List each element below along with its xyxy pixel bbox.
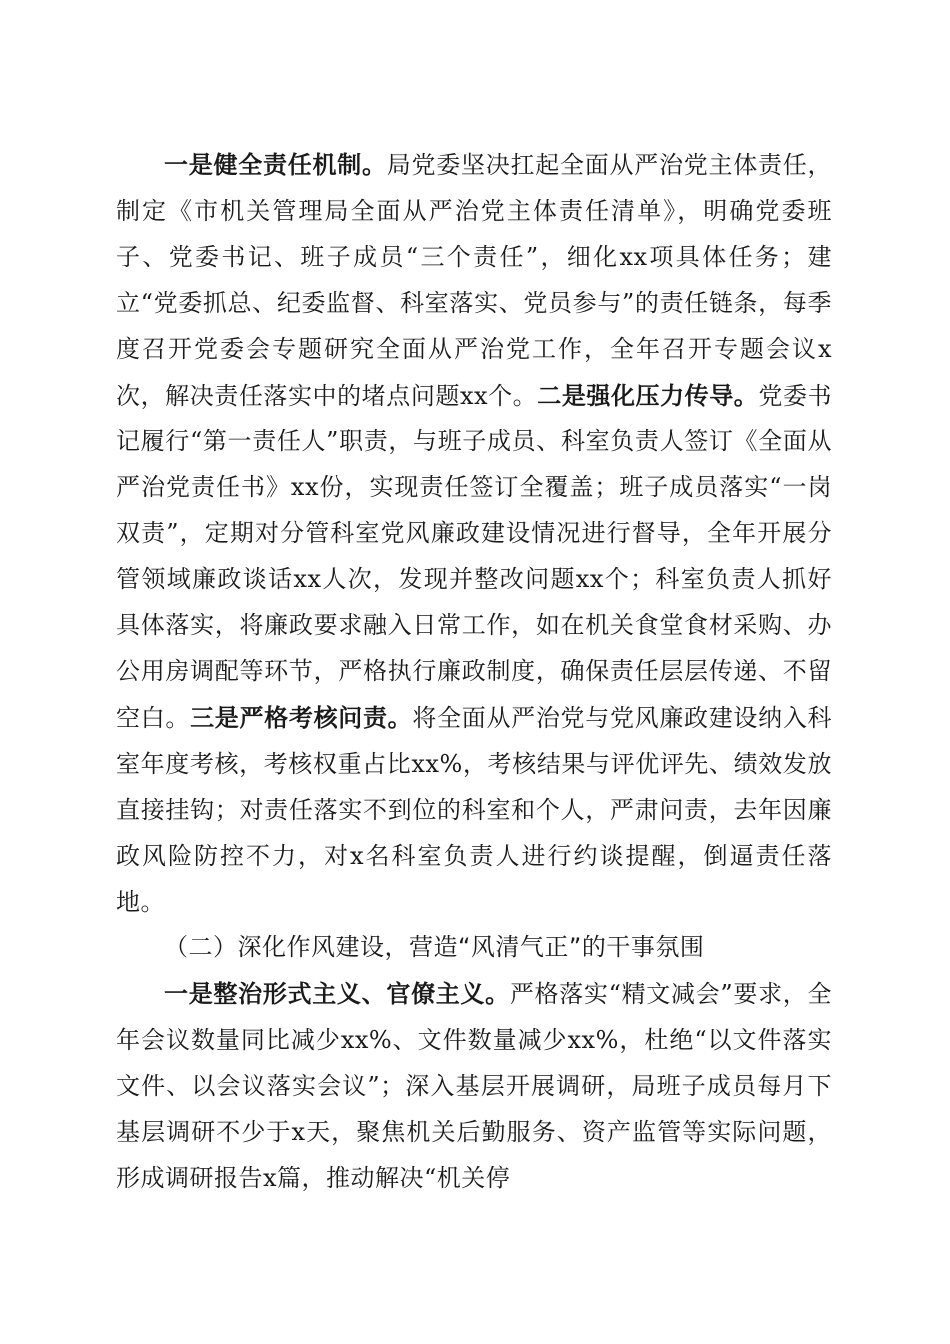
body-text: 将全面从严治党与党风廉政建设纳入科室年度考核，考核权重占比xx%，考核结果与评优评先、绩效发放直接挂钩；对责任落实不到位的科室和个人，严肃问责，去年因廉政风险防控不力，对x名科室负责人进行约谈提醒，倒逼责任落地。 <box>116 703 833 916</box>
section-heading: （二）深化作风建设，营造“风清气正”的干事氛围 <box>164 933 705 962</box>
body-text: 严格落实“精文减会”要求，全年会议数量同比减少xx%、文件数量减少xx%，杜绝“以文件落实文件、以会议落实会议”；深入基层开展调研，局班子成员每月下基层调研不少于x天，聚焦机关后勤服务、资产监管等实际问题，形成调研报告x篇，推动解决“机关停 <box>116 980 832 1192</box>
lead-sentence: 二是强化压力传导。 <box>537 380 759 410</box>
lead-sentence: 三是严格考核问责。 <box>190 702 413 732</box>
paragraph-work-style <box>116 971 832 1202</box>
lead-sentence: 一是健全责任机制。 <box>164 150 387 179</box>
paragraph-responsibility <box>116 142 832 925</box>
document-body <box>116 142 832 1202</box>
body-text: 局党委坚决扛起全面从严治党主体责任，制定《市机关管理局全面从严治党主体责任清单》，明确党委班子、党委书记、班子成员“三个责任”，细化xx项具体任务；建立“党委抓总、纪委监督、科室落实、党员参与”的责任链条，每季度召开党委会专题研究全面从严治党工作，全年召开专题会议x次，解决责任落实中的堵点问题xx个。 <box>116 151 832 410</box>
body-text: 党委书记履行“第一责任人”职责，与班子成员、科室负责人签订《全面从严治党责任书》xx份，实现责任签订全覆盖；班子成员落实“一岗双责”，定期对分管科室党风廉政建设情况进行督导，全年开展分管领域廉政谈话xx人次，发现并整改问题xx个；科室负责人抓好具体落实，将廉政要求融入日常工作，如在机关食堂食材采购、办公用房调配等环节，严格执行廉政制度，确保责任层层传递、不留空白。 <box>116 381 833 732</box>
lead-sentence: 一是整治形式主义、官僚主义。 <box>164 979 510 1009</box>
